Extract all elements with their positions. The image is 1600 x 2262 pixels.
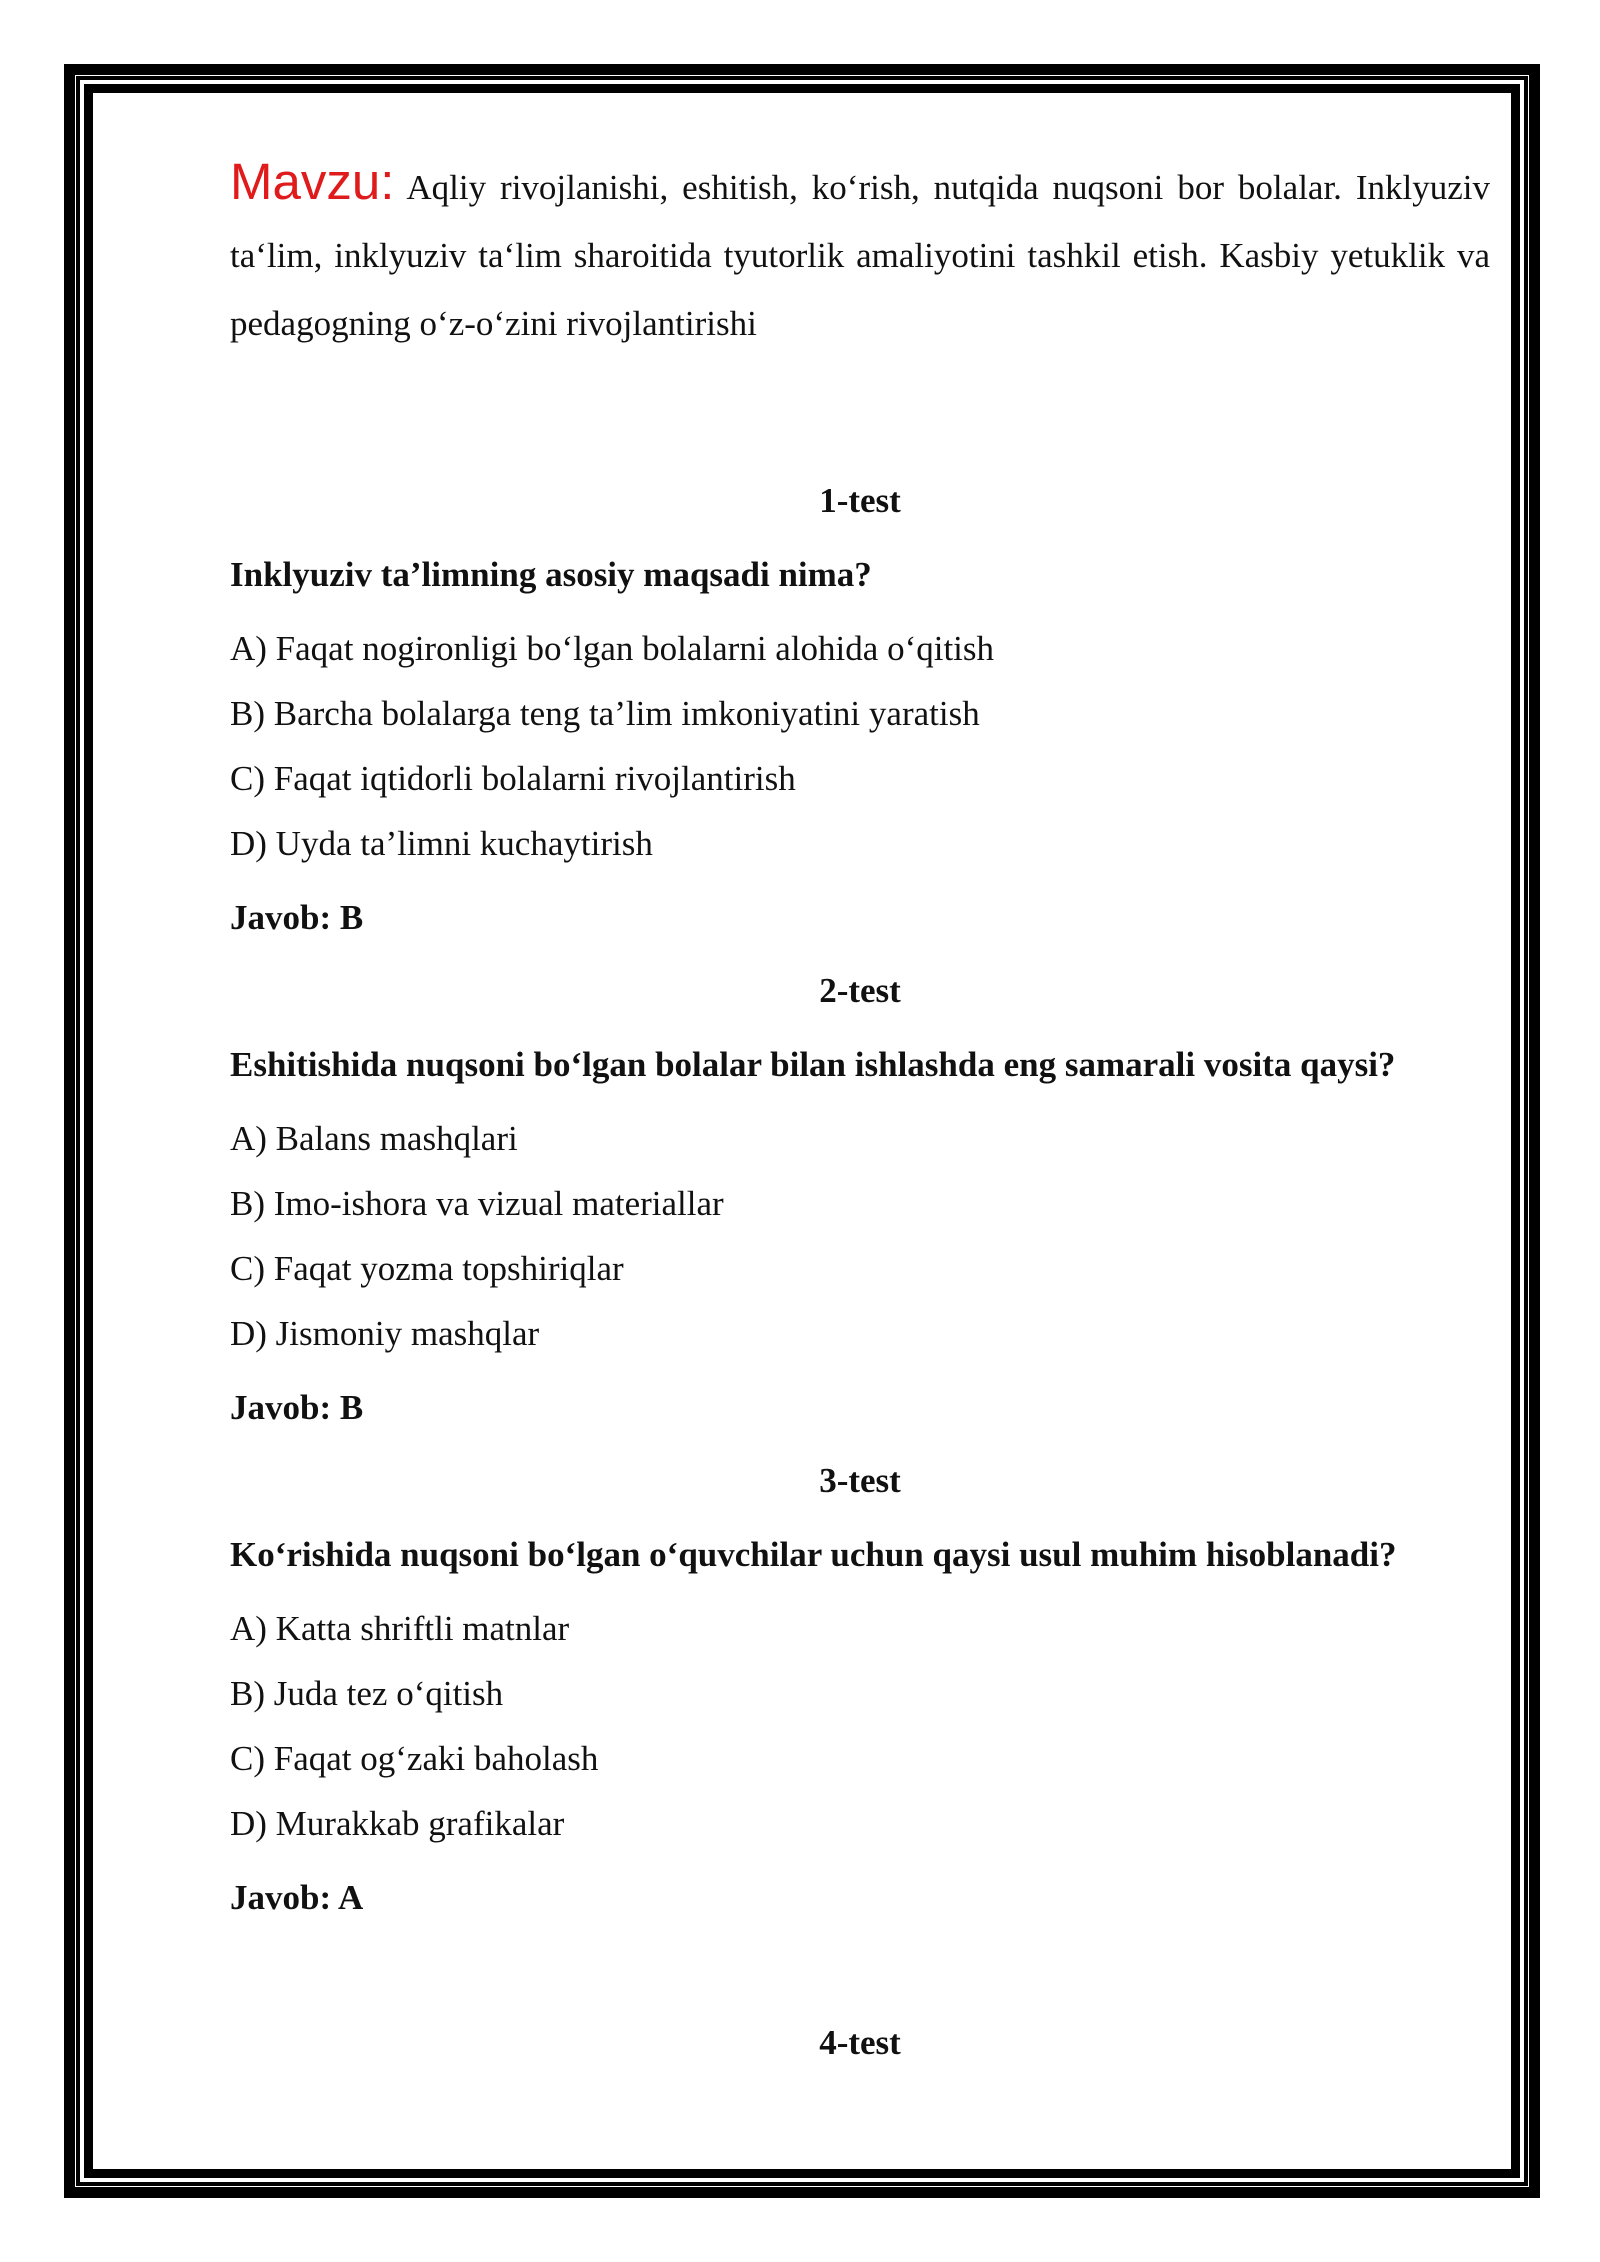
answer-option: B) Barcha bolalarga teng ta’lim imkoniyatini yaratish xyxy=(230,694,980,733)
test-answer: Javob: B xyxy=(230,1388,364,1427)
document-body xyxy=(230,0,1490,2262)
answer-option: C) Faqat iqtidorli bolalarni rivojlantirish xyxy=(230,759,796,798)
answer-option: C) Faqat yozma topshiriqlar xyxy=(230,1249,624,1288)
answer-option: C) Faqat og‘zaki baholash xyxy=(230,1739,599,1778)
answer-option: A) Faqat nogironligi bo‘lgan bolalarni alohida o‘qitish xyxy=(230,629,995,668)
test-heading: 3-test xyxy=(819,1461,901,1500)
test-question: Ko‘rishida nuqsoni bo‘lgan o‘quvchilar uchun qaysi usul muhim hisoblanadi? xyxy=(230,1535,1397,1574)
test-answer: Javob: A xyxy=(230,1878,364,1917)
answer-option: D) Uyda ta’limni kuchaytirish xyxy=(230,824,653,863)
answer-option: B) Imo-ishora va vizual materiallar xyxy=(230,1184,724,1223)
answer-option: B) Juda tez o‘qitish xyxy=(230,1674,504,1713)
topic-label: Mavzu: xyxy=(230,153,395,210)
test-heading: 4-test xyxy=(819,2023,901,2062)
test-heading: 2-test xyxy=(819,971,901,1010)
topic-text: Aqliy rivojlanishi, eshitish, ko‘rish, nutqida nuqsoni bor bolalar. Inklyuziv ta‘lim, inklyuziv ta‘lim sharoitida tyutorlik amaliyotini tashkil etish. Kasbiy yetuklik va pedagogning o‘z-o‘zini rivojlantirishi xyxy=(230,168,1490,343)
topic-paragraph xyxy=(230,148,1490,358)
answer-option: A) Balans mashqlari xyxy=(230,1119,518,1158)
answer-option: D) Jismoniy mashqlar xyxy=(230,1314,540,1353)
answer-option: D) Murakkab grafikalar xyxy=(230,1804,565,1843)
answer-option: A) Katta shriftli matnlar xyxy=(230,1609,570,1648)
test-question: Eshitishida nuqsoni bo‘lgan bolalar bilan ishlashda eng samarali vosita qaysi? xyxy=(230,1045,1396,1084)
test-heading: 1-test xyxy=(819,481,901,520)
test-answer: Javob: B xyxy=(230,898,364,937)
test-question: Inklyuziv ta’limning asosiy maqsadi nima? xyxy=(230,555,872,594)
